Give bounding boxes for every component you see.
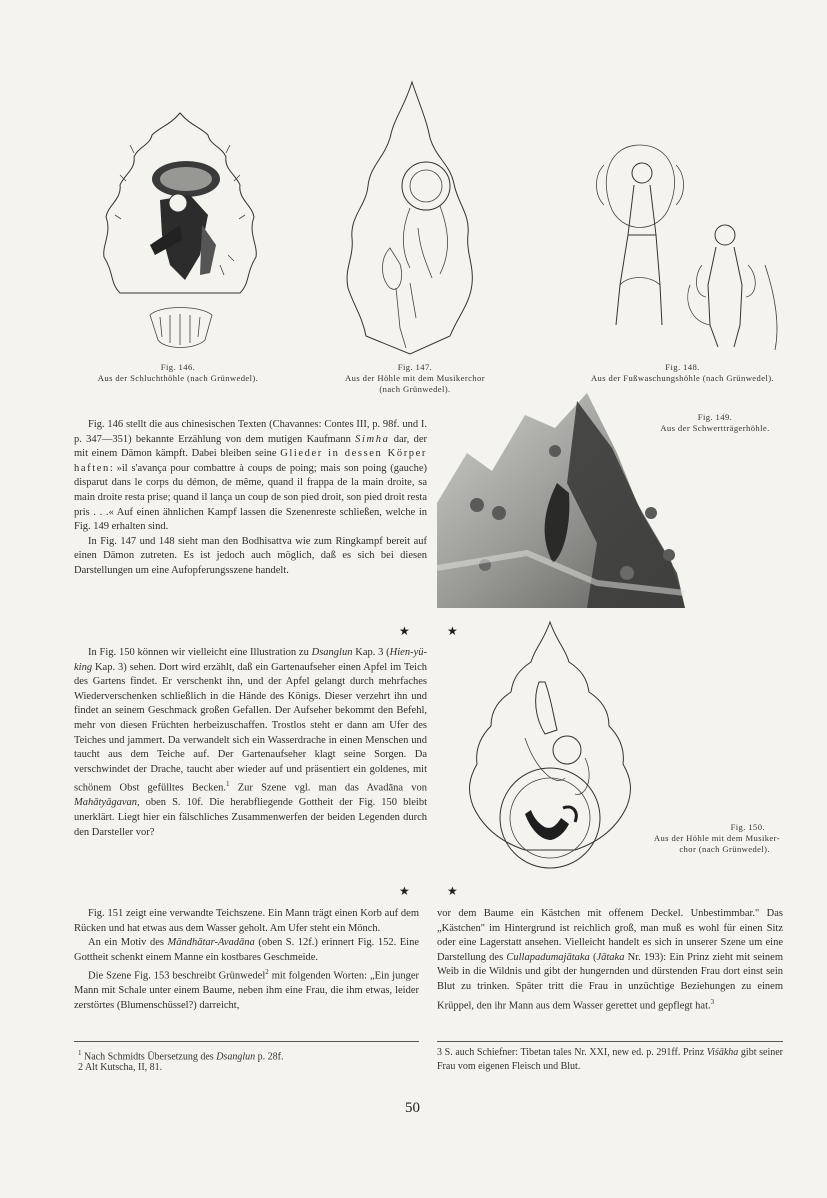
text-span: gibt seiner Frau vom eigenen Fleisch und Blut.	[437, 1047, 783, 1072]
paragraph-fig150	[74, 646, 427, 840]
section-divider-star: ★	[447, 884, 458, 898]
body-column-right	[437, 907, 783, 1014]
paragraph-continued	[437, 907, 783, 1014]
footnote-rule-left	[74, 1041, 419, 1042]
term-jataka: Jātaka	[596, 951, 625, 963]
figure-147-label: Fig. 147.	[397, 362, 433, 372]
term-mahatyagavan: Mahātyāgavan	[74, 797, 137, 809]
text-span: : »il s'avança pour combattre à coups de poing; mais son poing (gauche) disparut dans le corps du démon, de même, quand il frappa de la main droite, sa main droite resta prise; quand il lança un coup de son pied droit, son pied droit resta pris . . .« Auf einen ähnlichen Kampf lassen die Szenenreste schließen, welche in Fig. 149 erhalten sind.	[74, 462, 427, 533]
figure-148-caption: Aus der Fußwaschungshöhle (nach Grünwedel).	[590, 373, 775, 383]
figure-150-label: Fig. 150.	[730, 822, 765, 832]
footnote-3	[437, 1046, 783, 1074]
text-span: Nr. 193): Ein Prinz zieht mit seinem Weib in die Wildnis und gibt der hungernden und dürstenden Frau dort einst sein Blut zu trinken. Später tritt die Frau in unzüchtige Beziehungen zu einem Krüppel, den ihr Mann aus dem Wasser gerettet und gepflegt hat.	[437, 951, 783, 1012]
text-span: 3 S. auch Schiefner: Tibetan tales Nr. XXI, new ed. p. 291ff. Prinz	[437, 1047, 707, 1058]
text-span: p. 28f.	[255, 1051, 284, 1063]
page-number: 50	[405, 1100, 420, 1116]
footnote-ref[interactable]: 2	[265, 968, 269, 977]
text-span: Kap. 3) sehen. Dort wird erzählt, daß ein Gartenaufseher einen Apfel im Teich des Gartens findet. Er verschenkt ihn, und der Apfel gelangt durch mehrfaches Wiederverschenken schließlich in die Hände des Königs. Dieser verzehrt ihn und findet an seinem Geschmack großen Gefallen. Der Aufseher bekommt den Befehl, mehr von diesen Früchten herbeizuschaffen. Trostlos steht er dann am Ufer des Teiches und jammert. Da verwandelt sich ein Wasserdrache in einen Menschen und taucht aus dem Teiche auf. Der Gartenaufseher klagt seine Sorgen. Da verschwindet der Drache, taucht aber wieder auf und präsentiert ein goldenes, mit schönem Obst gefülltes Becken.	[74, 661, 427, 794]
term-dsanglun: Dsanglun	[311, 647, 353, 658]
figure-146-drawing	[90, 105, 270, 357]
footnote-2: 2 Alt Kutscha, II, 81.	[78, 1062, 163, 1073]
figure-149-caption: Aus der Schwertträgerhöhle.	[660, 423, 770, 433]
body-text-top	[74, 418, 427, 579]
figure-146-caption: Aus der Schluchthöhle (nach Grünwedel).	[97, 373, 259, 383]
figure-147-caption-line1: Aus der Höhle mit dem Musikerchor	[345, 373, 485, 383]
text-span: mit folgenden Worten: „Ein junger Mann mit Schale unter einem Baume, neben ihm eine Frau, die ihm etwas, leider zerstörtes (Blumenschüssel?) darreicht,	[74, 970, 419, 1012]
figure-150-caption-line1: Aus der Höhle mit dem Musiker-	[653, 833, 780, 843]
text-span: Fig. 146 stellt die aus chinesischen Texten (Chavannes: Contes III, p. 98f. und I. p. 347—351) bekannte Erzählung von dem mutigen Kaufmann	[74, 419, 427, 445]
figure-148-label: Fig. 148.	[665, 362, 700, 372]
body-text-middle	[74, 646, 427, 840]
figure-146-label: Fig. 146.	[160, 362, 196, 372]
section-divider-star: ★	[447, 624, 458, 638]
paragraph-fig151: Fig. 151 zeigt eine verwandte Teichszene. Ein Mann trägt einen Korb auf dem Rücken und hat etwas aus dem Wasser geholt. Am Ufer steht ein Mönch.	[74, 908, 419, 934]
section-divider-star: ★	[399, 884, 410, 898]
paragraph-fig153	[74, 965, 419, 1013]
text-span: , oben S. 10f. Die herabfliegende Gottheit der Fig. 150 bleibt unerklärt. Liegt hier ein fälschliches Zusammenwerfen der beiden Legenden durch den Darsteller vor?	[74, 797, 427, 838]
paragraph-fig146	[74, 418, 427, 535]
term-cullapadumajataka: Cullapadumajātaka	[506, 951, 590, 963]
footnote-ref[interactable]: 1	[226, 780, 230, 789]
figure-150-caption-line2: chor (nach Grünwedel).	[679, 844, 770, 854]
footnote-ref[interactable]: 3	[710, 997, 715, 1006]
figure-148-drawing	[590, 125, 795, 360]
text-span: Die Szene Fig. 153 beschreibt Grünwedel	[88, 970, 266, 982]
spaced-phrase: Glieder in dessen Körper haften	[74, 448, 428, 474]
text-span: (	[589, 951, 597, 963]
text-span: dar, der mit einem Dämon kämpft. Dabei bleiben seine	[74, 433, 427, 460]
paragraph-fig147-148: In Fig. 147 und 148 sieht man den Bodhisattva wie zum Ringkampf bereit auf einen Dämon zutreten. Es ist jedoch auch möglich, daß es sich bei diesen Darstellungen um eine Aufopferungsszene handelt.	[74, 535, 427, 576]
footnote-rule-right	[437, 1041, 783, 1042]
text-span: An ein Motiv des	[88, 937, 168, 949]
text-span: Zur Szene vgl. man das Avadāna von	[229, 782, 427, 794]
text-span: Nach Schmidts Übersetzung des	[81, 1051, 217, 1063]
term-hien-yu-king: Hien-yü-king	[74, 647, 427, 673]
term-mandhatar-avadana: Māndhātar-Avadāna	[167, 937, 255, 949]
term-dsanglun: Dsanglun	[216, 1051, 256, 1063]
figure-147-drawing	[340, 78, 490, 358]
text-span: In Fig. 150 können wir vielleicht eine Illustration zu	[88, 647, 312, 658]
body-column-left	[74, 907, 419, 1014]
term-simha: Simha	[355, 433, 390, 445]
figure-147-caption-line2: (nach Grünwedel).	[379, 384, 451, 394]
text-span: (oben S. 12f.) erinnert Fig. 152. Eine Gottheit schenkt einem Manne ein kostbares Geschmeide.	[74, 937, 420, 963]
figure-149-label: Fig. 149.	[697, 412, 733, 422]
term-visakha: Viśākha	[706, 1047, 739, 1058]
footnote-number: 1	[78, 1049, 82, 1057]
paragraph-fig152	[74, 936, 419, 965]
text-span: vor dem Baume ein Kästchen mit offenem Deckel. Unbestimmbar." Das „Kästchen" im Hintergrund ist reichlich groß, man muß es wohl für einen Sitz oder eine Lagerstatt ansehen. Vielleicht handelt es sich in unserer Szene um eine Darstellung des	[437, 908, 783, 963]
text-span: Kap. 3 (	[352, 647, 390, 658]
section-divider-star: ★	[399, 624, 410, 638]
